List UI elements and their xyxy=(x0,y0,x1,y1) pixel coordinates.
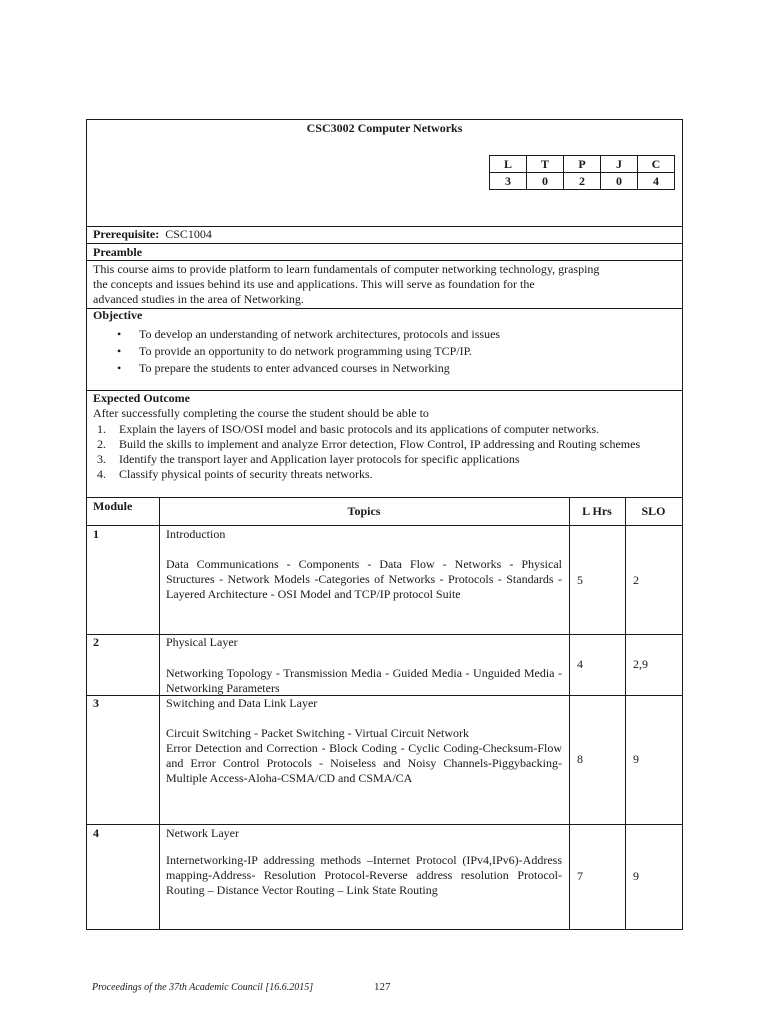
module-lhrs: 7 xyxy=(577,869,583,883)
column-divider xyxy=(569,497,570,929)
module-slo: 9 xyxy=(633,752,639,766)
credit-header-t: T xyxy=(527,156,564,173)
module-topics: Networking Topology - Transmission Media - Guided Media - Unguided Media - Networking Parameters xyxy=(166,666,562,695)
module-lhrs: 5 xyxy=(577,573,583,587)
credit-value-t: 0 xyxy=(527,173,564,190)
credit-table xyxy=(489,155,675,190)
credit-header-row xyxy=(490,156,675,173)
preamble-line: advanced studies in the area of Networking. xyxy=(93,292,304,306)
credit-header-c: C xyxy=(638,156,675,173)
preamble-heading: Preamble xyxy=(93,245,143,259)
credit-value-j: 0 xyxy=(601,173,638,190)
divider xyxy=(87,260,682,261)
course-title: CSC3002 Computer Networks xyxy=(306,121,463,135)
objective-item xyxy=(93,360,678,377)
outcome-text: Explain the layers of ISO/OSI model and basic protocols and its applications of computer networks. xyxy=(119,422,600,436)
module-slo: 2,9 xyxy=(633,657,648,671)
outcome-number: 2. xyxy=(97,437,106,451)
module-topics: Error Detection and Correction - Block Coding - Cyclic Coding-Checksum-Flow and Error Control Protocols - Noiseless and Noisy Channels-Piggybacking-Multiple Access-Aloha-CSMA/CD and CSMA/CA xyxy=(166,741,562,785)
page-number: 127 xyxy=(374,981,391,993)
outcome-intro: After successfully completing the course the student should be able to xyxy=(93,406,429,420)
bullet-icon: • xyxy=(117,344,122,358)
outcome-item xyxy=(93,452,678,467)
objective-list xyxy=(93,326,678,377)
module-number: 4 xyxy=(93,826,99,840)
outcome-text: Build the skills to implement and analyze Error detection, Flow Control, IP addressing and Routing schemes xyxy=(119,437,641,451)
preamble-text xyxy=(93,262,678,307)
bullet-icon: • xyxy=(117,361,122,375)
module-slo: 9 xyxy=(633,869,639,883)
prerequisite-label: Prerequisite: xyxy=(93,227,160,241)
header-module: Module xyxy=(93,499,133,513)
module-number: 2 xyxy=(93,635,99,649)
module-title: Physical Layer xyxy=(166,635,238,649)
credit-value-row xyxy=(490,173,675,190)
outcome-number: 4. xyxy=(97,467,106,481)
credit-header-p: P xyxy=(564,156,601,173)
header-slo: SLO xyxy=(641,504,666,518)
header-lhrs: L Hrs xyxy=(582,504,612,518)
outcome-item xyxy=(93,437,678,452)
module-number: 1 xyxy=(93,527,99,541)
objective-text: To develop an understanding of network architectures, protocols and issues xyxy=(139,327,501,341)
prerequisite-value: CSC1004 xyxy=(165,227,212,241)
row-divider xyxy=(87,525,682,526)
prerequisite-row xyxy=(93,227,678,242)
objective-item xyxy=(93,343,678,360)
module-topics: Internetworking-IP addressing methods –Internet Protocol (IPv4,IPv6)-Address mapping-Address- Resolution Protocol-Reverse address resolution Protocol- Routing – Distance Vector Routing – Link State Routing xyxy=(166,853,562,897)
objective-text: To provide an opportunity to do network programming using TCP/IP. xyxy=(139,344,472,358)
credit-value-p: 2 xyxy=(564,173,601,190)
module-title: Introduction xyxy=(166,527,226,541)
outcome-number: 1. xyxy=(97,422,106,436)
column-divider xyxy=(159,497,160,929)
outcome-text: Identify the transport layer and Application layer protocols for specific applications xyxy=(119,452,520,466)
table-top-border xyxy=(87,497,682,498)
objective-heading: Objective xyxy=(93,308,143,322)
module-slo: 2 xyxy=(633,573,639,587)
footer-proceedings: Proceedings of the 37th Academic Council [16.6.2015] xyxy=(92,982,314,993)
credit-header-l: L xyxy=(490,156,527,173)
module-lhrs: 4 xyxy=(577,657,583,671)
column-divider xyxy=(625,497,626,929)
outcome-heading: Expected Outcome xyxy=(93,391,190,405)
credit-header-j: J xyxy=(601,156,638,173)
outcome-list xyxy=(93,422,678,482)
module-lhrs: 8 xyxy=(577,752,583,766)
outcome-number: 3. xyxy=(97,452,106,466)
syllabus-frame xyxy=(86,119,683,930)
outcome-item xyxy=(93,467,678,482)
preamble-line: the concepts and issues behind its use and applications. This will serve as foundation for the xyxy=(93,277,535,291)
objective-item xyxy=(93,326,678,343)
objective-text: To prepare the students to enter advanced courses in Networking xyxy=(139,361,450,375)
outcome-text: Classify physical points of security threats networks. xyxy=(119,467,373,481)
module-topics: Circuit Switching - Packet Switching - Virtual Circuit Network xyxy=(166,726,470,740)
preamble-line: This course aims to provide platform to learn fundamentals of computer networking technology, grasping xyxy=(93,262,600,276)
module-title: Network Layer xyxy=(166,826,239,840)
module-number: 3 xyxy=(93,696,99,710)
credit-value-l: 3 xyxy=(490,173,527,190)
outcome-list-wrap xyxy=(93,422,678,482)
header-topics: Topics xyxy=(347,504,381,518)
credit-value-c: 4 xyxy=(638,173,675,190)
divider xyxy=(87,243,682,244)
row-divider xyxy=(87,824,682,825)
bullet-icon: • xyxy=(117,327,122,341)
module-topics: Data Communications - Components - Data Flow - Networks - Physical Structures - Network Models -Categories of Networks - Protocols - Standards - Layered Architecture - OSI Model and TCP/IP protocol Suite xyxy=(166,557,562,601)
outcome-item xyxy=(93,422,678,437)
objective-list-wrap xyxy=(93,326,678,377)
module-title: Switching and Data Link Layer xyxy=(166,696,318,710)
